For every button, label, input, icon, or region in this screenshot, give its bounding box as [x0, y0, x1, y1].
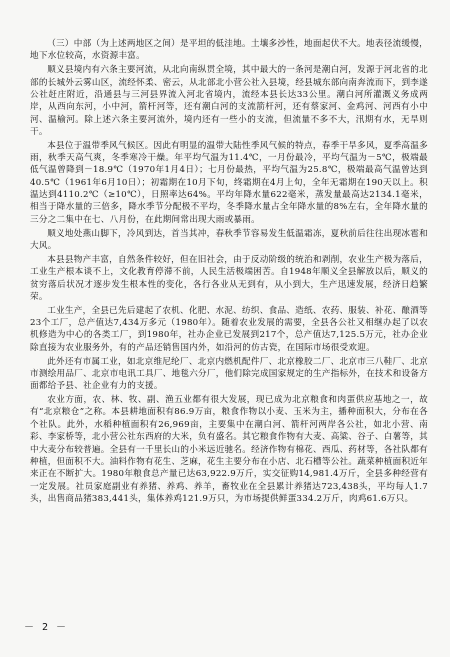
paragraph-climate: 本县位于温带季风气候区。因此有明显的温带大陆性季风气候的特点，春季干旱多风，夏季高温多雨，秋季天高气爽，冬季寒冷干燥。年平均气温为11.4℃，一月份最冷，平均气温为－5℃，极端最低气温曾降到－18.9℃（1970年1月4日）；七月份最热，平均气温为25.8℃，极端最高气温曾达到40.5℃（1961年6月10日）；初霜期在10月下旬，终霜期在4月上旬，全年无霜期在190天以上。积温达到4110.2℃（≥10℃），日照率达64%。平均年降水量622毫米，蒸发量最高达2134.1毫米，相当于降水量的三倍多，降水季节分配极不平均，冬季降水量占全年降水量的8%左右，全年降水量的三分之二集中在七、八月份，在此期间常出现大雨或暴雨。: [30, 140, 428, 225]
paragraph-economy: 本县县物产丰富，自然条件较好，但在旧社会，由于反动阶级的统治和剥削，农业生产极为落后，工业生产根本谈不上，文化教育停滞不前，人民生活极端困苦。自1948年顺义全县解放以后，顺义的贫穷落后状况才逐步发生根本性的变化，各行各业从无到有，从小到大，生产迅速发展，经济日趋繁荣。: [30, 254, 428, 302]
paragraph-industry: 工业生产，全县已先后建起了农机、化肥、水泥、纺织、食品、造纸、农药、服装、补花、酿酒等23个工厂，总产值达7,434万多元（1980年）。随着农业发展的需要，全县各公社又相继办起了以农机修造为中心的各类工厂，到1980年，社办企业已发展到217个，总产值达7,125.5万元，社办企业除直接为农业服务外，有的产品还销售国内外，如沿河的仿古瓷，在国际市场很受欢迎。: [30, 305, 428, 353]
paragraph-municipal-industry: 此外还有市属工业，如北京维尼纶厂、北京内燃机配件厂、北京橡胶二厂、北京市三八鞋厂、北京市测绘用品厂、北京市电讯工具厂、地毯六分厂，他们除完成国家规定的生产指标外，在技术和设备方面都给予县、社企业有力的支援。: [30, 356, 428, 392]
paragraph-weather-hazards: 顺义地处燕山脚下，冷风到达，首当其冲，春秋季节容易发生低温霜冻，夏秋前后往往出现冰雹和大风。: [30, 228, 428, 251]
paragraph-agriculture: 农业方面，农、林、牧、副、渔五业都有很大发展，现已成为北京粮食和肉蛋供应基地之一，故有“北京粮仓”之称。本县耕地面积有86.9万亩，粮食作物以小麦、玉米为主，播种面积大，分布在各个社队。此外，水稻种植面积有26,969亩，主要集中在潮白河、箭杆河两岸各公社，如北小营、南彩、李家桥等，北小营公社东西府的大米，负有盛名。其它粮食作物有大麦、高粱、谷子、白薯等，其中大麦分布较普遍。全县有一千里长山的小米远近驰名。经济作物有棉花、西瓜、药材等，各社队都有种植，但面积不大。油料作物有花生、芝麻，花生主要分布在小店、北石槽等公社。蔬菜种植面积近年来正在不断扩大。1980年粮食总产量已达63,922.9万斤，实交征购14,981.4万斤，全县多种经营有一定发展。社员家庭副业有养猪、养鸡、养羊，畜牧业在全县累计养猪达723,438头，平均每人1.7头，出售商品猪383,441头，集体养鸡121.9万只，为市场提供鲜蛋334.2万斤，肉鸡61.6万只。: [30, 395, 428, 504]
paragraph-terrain: （三）中部（为上述两地区之间）是平坦的低洼地。土壤多沙性，地面起伏不大。地表径流缓慢，地下水位较高，水资源丰富。: [30, 39, 428, 62]
page-number: － 2 －: [24, 622, 68, 633]
body-text: [30, 38, 428, 507]
paragraph-rivers: 顺义县境内有六条主要河流，从北向南纵贯全境，其中最大的一条河是潮白河，发源于河北省的北部的长城外云雾山区，流经怀柔、密云，从北部北小营公社入县境，经县城东部向南奔流而下，到李遂公社赶庄附近，沿通县与三河县界流入河北省境内，流经本县长达33公里。潮白河所灌溉义务成两岸，从西向东河，小中河，箭杆河等，还有潮白河的支流箭杆河，还有蔡家河、金鸡河、河西有小中河、温榆河。除上述六条主要河流外，境内还有一些小的支流，但流量不多不大，汛期有水，无旱则干。: [30, 65, 428, 137]
